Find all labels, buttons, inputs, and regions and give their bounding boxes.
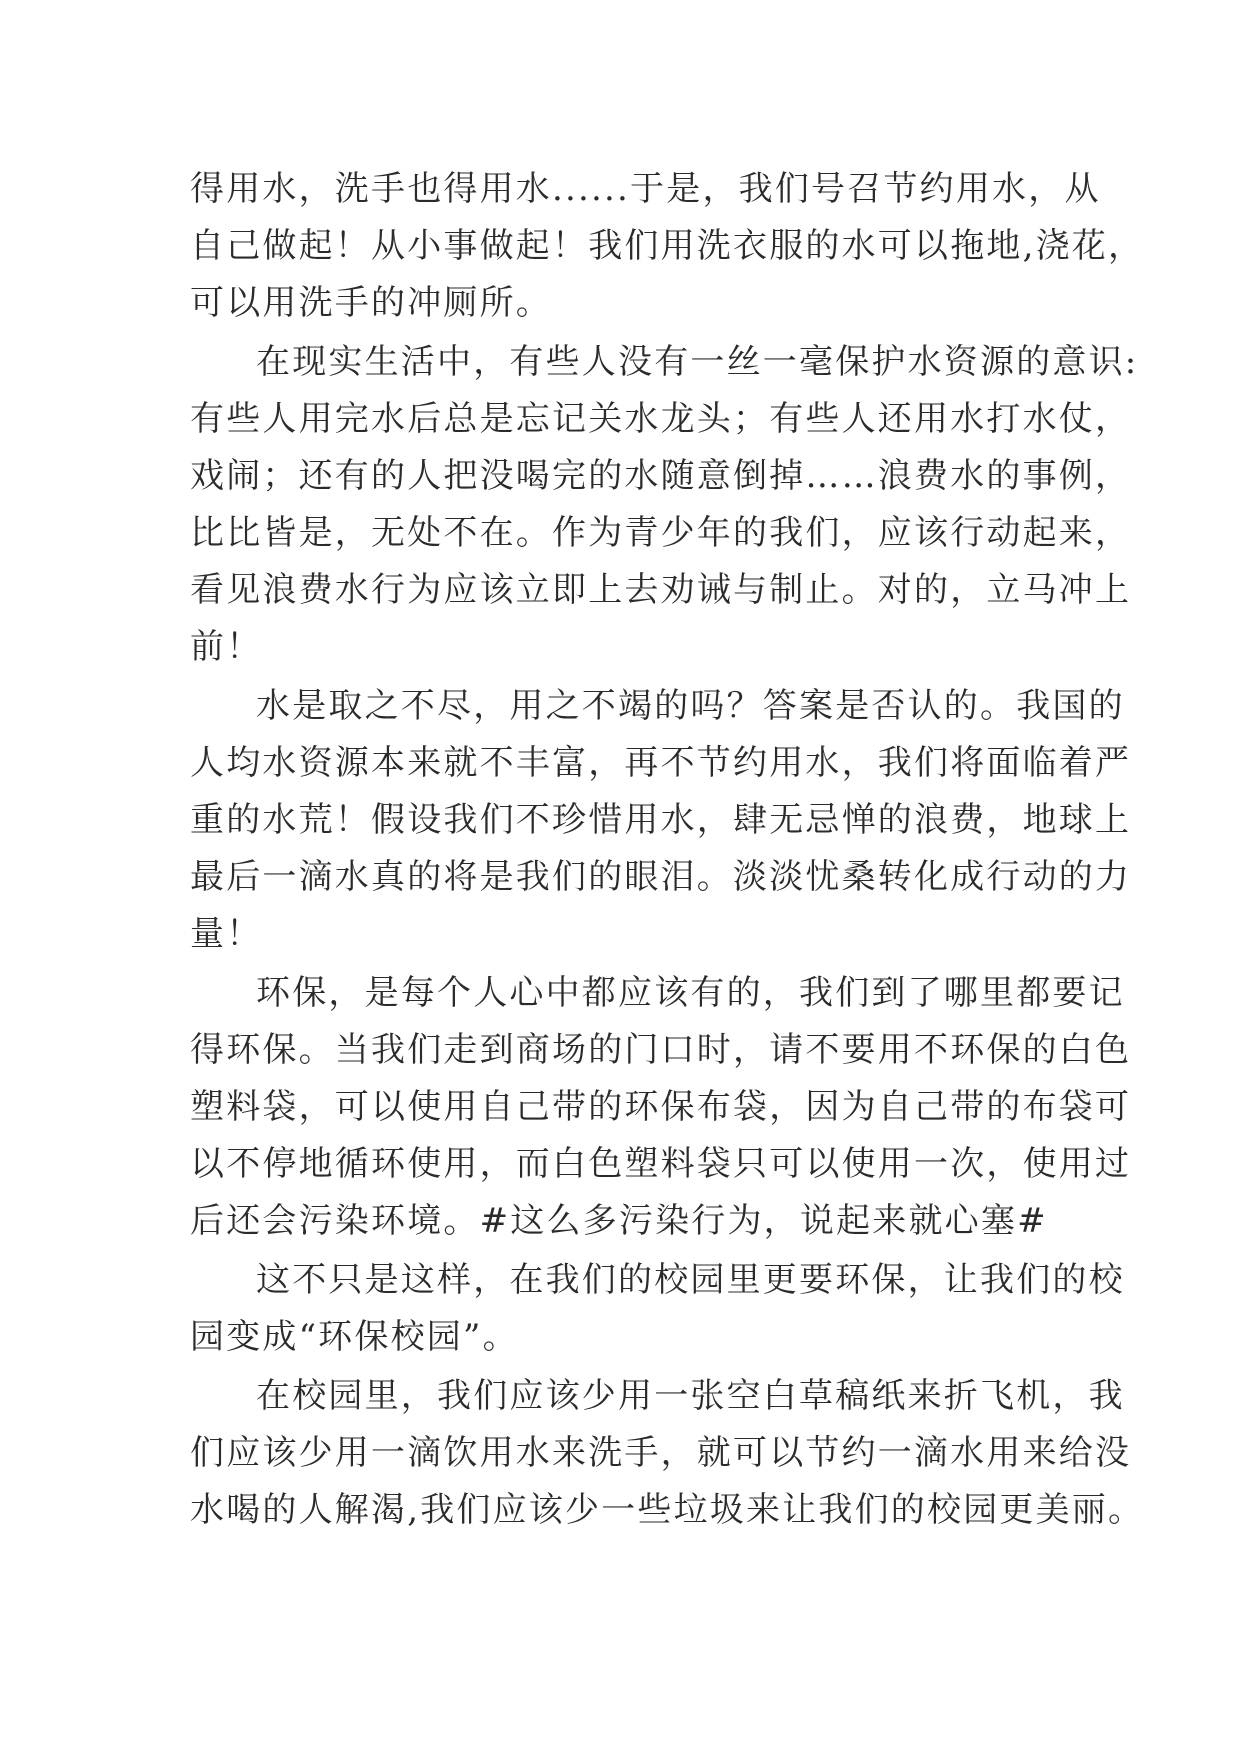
paragraph-4-line-1: 环保，是每个人心中都应该有的，我们到了哪里都要记 <box>256 973 1125 1013</box>
paragraph-3-line-4: 最后一滴水真的将是我们的眼泪。淡淡忧桑转化成行动的力 <box>190 857 1132 897</box>
paragraph-3-line-5: 量！ <box>190 914 263 954</box>
paragraph-5-line-2: 园变成“环保校园”。 <box>190 1317 519 1357</box>
paragraph-2-line-1: 在现实生活中，有些人没有一丝一毫保护水资源的意识: <box>256 342 1139 382</box>
paragraph-2-line-6: 前！ <box>190 627 263 667</box>
paragraph-1-line-3: 可以用洗手的冲厕所。 <box>190 283 552 323</box>
paragraph-3-line-2: 人均水资源本来就不丰富，再不节约用水，我们将面临着严 <box>190 743 1132 783</box>
paragraph-4-line-4: 以不停地循环使用，而白色塑料袋只可以使用一次，使用过 <box>190 1144 1132 1184</box>
paragraph-2-line-3: 戏闹；还有的人把没喝完的水随意倒掉……浪费水的事例， <box>190 456 1132 496</box>
paragraph-5-line-1: 这不只是这样，在我们的校园里更要环保，让我们的校 <box>256 1260 1125 1300</box>
paragraph-6-line-3: 水喝的人解渴,我们应该少一些垃圾来让我们的校园更美丽。 <box>190 1490 1145 1530</box>
paragraph-1-line-1: 得用水，洗手也得用水......于是，我们号召节约用水，从 <box>190 169 1101 209</box>
paragraph-2-line-2: 有些人用完水后总是忘记关水龙头；有些人还用水打水仗， <box>190 399 1132 439</box>
paragraph-6-line-1: 在校园里，我们应该少用一张空白草稿纸来折飞机，我 <box>256 1376 1125 1416</box>
paragraph-4-line-2: 得环保。当我们走到商场的门口时，请不要用不环保的白色 <box>190 1030 1132 1070</box>
paragraph-2-line-4: 比比皆是，无处不在。作为青少年的我们，应该行动起来， <box>190 513 1132 553</box>
paragraph-3-line-3: 重的水荒！假设我们不珍惜用水，肆无忌惮的浪费，地球上 <box>190 800 1132 840</box>
paragraph-4-line-3: 塑料袋，可以使用自己带的环保布袋，因为自己带的布袋可 <box>190 1087 1132 1127</box>
paragraph-2-line-5: 看见浪费水行为应该立即上去劝诫与制止。对的，立马冲上 <box>190 570 1132 610</box>
paragraph-3-line-1: 水是取之不尽，用之不竭的吗？答案是否认的。我国的 <box>256 686 1125 726</box>
paragraph-4-line-5: 后还会污染环境。#这么多污染行为，说起来就心塞# <box>190 1201 1048 1241</box>
paragraph-1-line-2: 自己做起！从小事做起！我们用洗衣服的水可以拖地,浇花， <box>190 226 1145 266</box>
paragraph-6-line-2: 们应该少用一滴饮用水来洗手，就可以节约一滴水用来给没 <box>190 1433 1132 1473</box>
